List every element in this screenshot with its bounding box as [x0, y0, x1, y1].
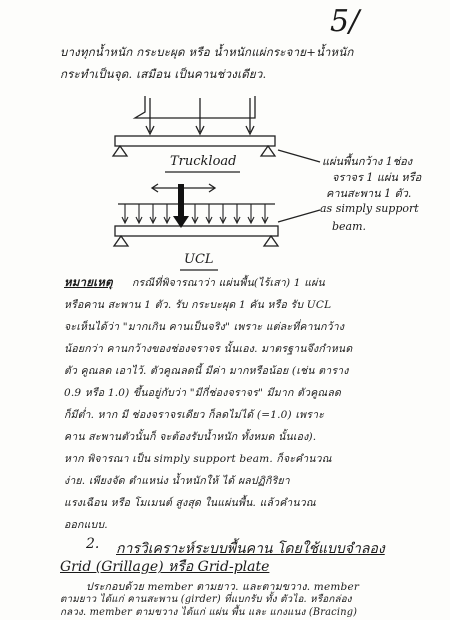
truckload-caption: Truckload — [170, 154, 237, 169]
remark-line-7: ก็มีต่ำ. หาก มี ช่องจราจรเดียว ก็ลดไม่ได้ (=1.0) เพราะ — [64, 409, 325, 421]
beam-diagrams — [0, 0, 450, 290]
figure1-note-1: แผ่นพื้นกว้าง 1ช่อง — [322, 155, 413, 168]
remark-line-12: ออกแบบ. — [64, 519, 108, 531]
section-2-number: 2. — [86, 536, 100, 552]
body2-line-2: ตามยาว ได้แก่ คานสะพาน (girder) ที่แบกรับ ทั้ง ตัวไอ. หรือกล่อง — [60, 594, 352, 605]
remark-line-2: หรือคาน สะพาน 1 ตัว. รับ กระบะผุด 1 คัน หรือ รับ UCL — [64, 299, 332, 311]
remark-label: หมายเหตุ — [64, 275, 113, 289]
ucl-arrows — [122, 204, 268, 223]
figure1-note-4: as simply support — [320, 202, 419, 215]
remark-line-6: 0.9 หรือ 1.0) ขึ้นอยู่กับว่า "มีกี่ช่องจราจร" มีมาก ตัวคูณลด — [64, 387, 342, 399]
remark-line-8: คาน สะพานตัวนั้นก็ จะต้องรับน้ำหนัก ทั้งหมด นั้นเอง). — [64, 431, 317, 443]
section-2-title-line-2: Grid (Grillage) หรือ Grid-plate — [60, 559, 270, 575]
truck-load-outline — [135, 96, 255, 118]
support-left-1 — [113, 146, 127, 156]
intro-line-1: บางทุกน้ำหนัก กระบะผุด หรือ น้ำหนักแผ่กระจาย+น้ำหนัก — [60, 45, 354, 59]
support-right-2 — [264, 236, 278, 246]
body2-line-1: ประกอบด้วย member ตามยาว. และตามขวาง. member — [86, 581, 360, 593]
remark-line-3: จะเห็นได้ว่า "มากเกิน คานเป็นจริง" เพราะ แต่ละที่คานกว้าง — [64, 321, 345, 333]
remark-line-5: ตัว คูณลด เอาไว้. ตัวคูณลดนี้ มีค่า มากหรือน้อย (เช่น ตาราง — [64, 365, 349, 377]
figure1-note-3: คานสะพาน 1 ตัว. — [326, 187, 412, 200]
remark-line-11: แรงเฉือน หรือ โมเมนต์ สูงสุด ในแผ่นพื้น. แล้วคำนวณ — [64, 497, 316, 509]
page-number: 5/ — [330, 4, 360, 39]
intro-line-2: กระทำเป็นจุด. เสมือน เป็นคานช่วงเดียว. — [60, 67, 267, 81]
support-left-2 — [114, 236, 128, 246]
remark-line-9: หาก พิจารณา เป็น simply support beam. ก็จะคำนวณ — [64, 453, 332, 465]
figure1-note-5: beam. — [332, 220, 367, 233]
section-2-title-line-1: การวิเคราะห์ระบบพื้นคาน โดยใช้แบบจำลอง — [116, 541, 385, 557]
remark-line-1: กรณีที่พิจารณาว่า แผ่นพื้น(ไร้เสา) 1 แผ่น — [132, 277, 325, 289]
beam-1 — [115, 136, 275, 146]
figure1-note-2: จราจร 1 แผ่น หรือ — [332, 171, 422, 184]
ucl-caption: UCL — [184, 252, 214, 267]
body2-line-3: กลวง. member ตามขวาง ได้แก่ แผ่น พื้น และ แกงแนง (Bracing) — [60, 607, 358, 618]
concentrated-load-arrow — [173, 184, 189, 228]
beam-2 — [115, 226, 278, 236]
remark-line-10: ง่าย. เพียงจัด ตำแหน่ง น้ำหนักให้ ได้ ผลปฏิกิริยา — [64, 475, 290, 487]
support-right-1 — [261, 146, 275, 156]
remark-line-4: น้อยกว่า คานกว้างของช่องจราจร นั้นเอง. มาตรฐานจึงกำหนด — [64, 343, 353, 355]
